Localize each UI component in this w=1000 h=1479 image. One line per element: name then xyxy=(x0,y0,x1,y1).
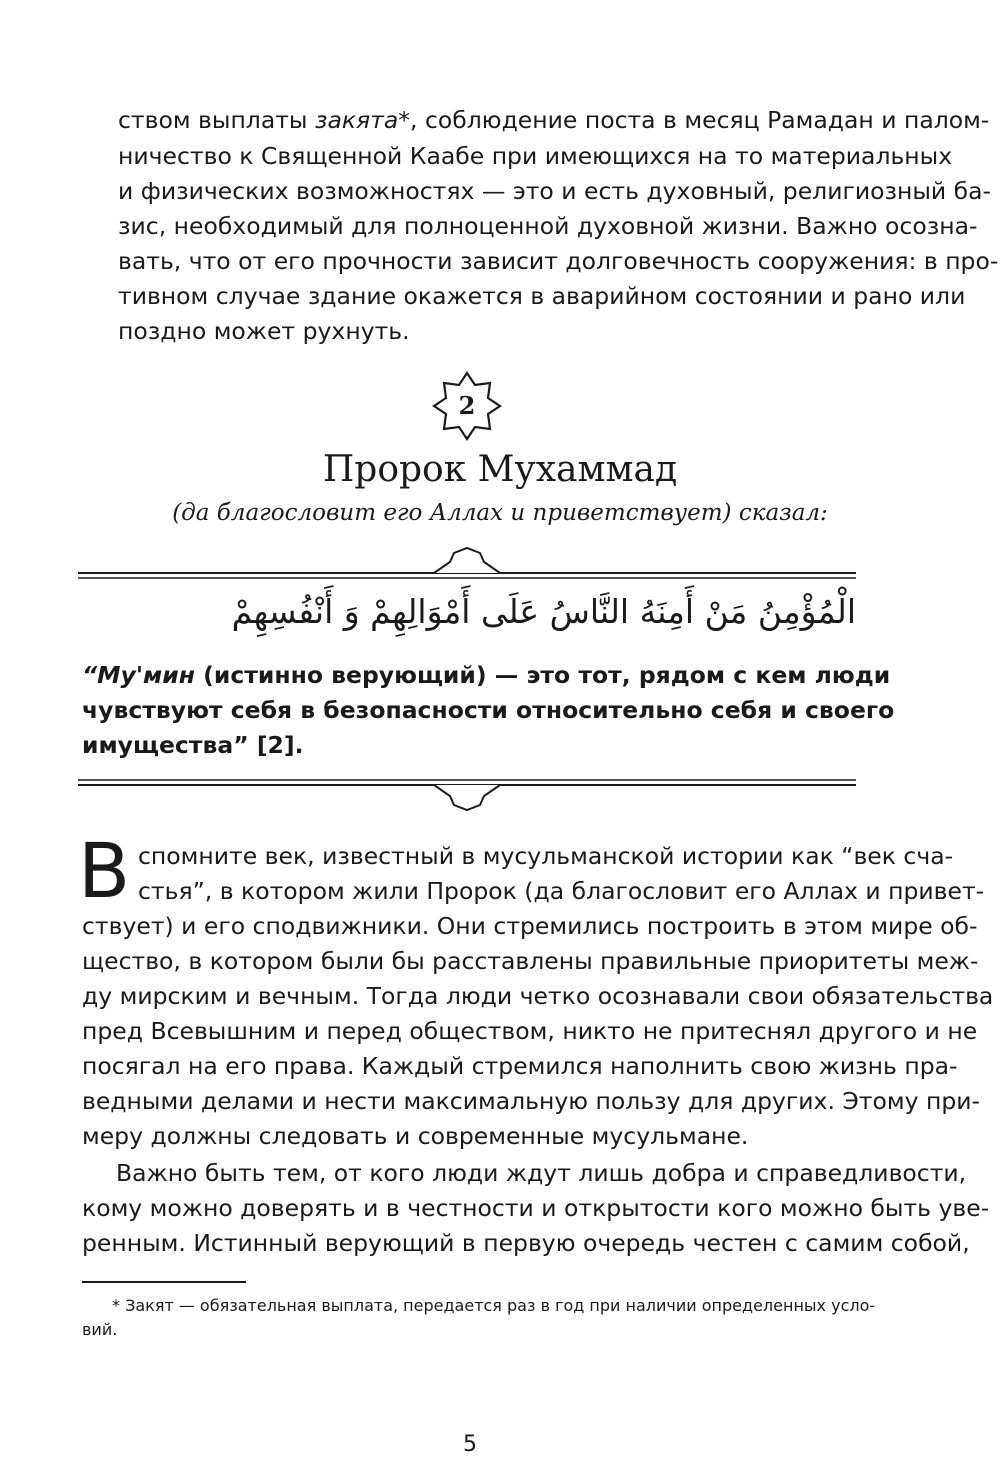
drop-cap: В xyxy=(78,826,131,915)
paragraph-line: щество, в котором были бы расставлены правильные приоритеты меж- xyxy=(82,947,979,975)
paragraph-line: ренным. Истинный верующий в первую очередь честен с самим собой, xyxy=(82,1229,970,1257)
paragraph-line: стья”, в котором жили Пророк (да благословит его Аллах и привет- xyxy=(138,877,985,905)
paragraph-line: спомните век, известный в мусульманской истории как “век сча- xyxy=(138,842,954,870)
footnote-line: вий. xyxy=(82,1320,118,1339)
paragraph-line: Важно быть тем, от кого люди ждут лишь добра и справедливости, xyxy=(116,1159,967,1187)
arabic-hadith: الْمُؤْمِنُ مَنْ أَمِنَهُ النَّاسُ عَلَى أَمْوَالِهِمْ وَ أَنْفُسِهِمْ xyxy=(231,592,856,631)
paragraph-line: вать, что от его прочности зависит долговечность сооружения: в про- xyxy=(118,247,999,275)
section-number: 2 xyxy=(458,391,476,420)
hadith-translation-line: чувствуют себя в безопасности относительно себя и своего xyxy=(82,696,895,724)
paragraph-line: ду мирским и вечным. Тогда люди четко осознавали свои обязательства xyxy=(82,982,994,1010)
paragraph-line: посягал на его права. Каждый стремился наполнить свою жизнь пра- xyxy=(82,1052,958,1080)
section-subtitle: (да благословит его Аллах и приветствует) сказал: xyxy=(172,500,828,526)
paragraph-line: ствует) и его сподвижники. Они стремились построить в этом мире об- xyxy=(82,912,978,940)
italic-term: закята* xyxy=(314,106,411,134)
top-ornament-divider xyxy=(78,538,856,586)
page-number: 5 xyxy=(463,1432,477,1457)
section-title: Пророк Мухаммад xyxy=(322,449,678,490)
footnote-line: * Закят — обязательная выплата, передается раз в год при наличии определенных усло- xyxy=(112,1296,876,1315)
footnote-separator xyxy=(82,1281,246,1283)
paragraph-line: зис, необходимый для полноценной духовной жизни. Важно осозна- xyxy=(118,212,978,240)
paragraph-line: поздно может рухнуть. xyxy=(118,317,410,345)
paragraph-line: ничество к Священной Каабе при имеющихся на то материальных xyxy=(118,142,953,170)
paragraph-line: меру должны следовать и современные мусульмане. xyxy=(82,1122,749,1150)
bottom-ornament-divider xyxy=(78,772,856,820)
section-number-badge xyxy=(431,370,503,442)
paragraph-line: ством выплаты закята*, соблюдение поста в месяц Рамадан и палом- xyxy=(118,106,990,134)
paragraph-line: кому можно доверять и в честности и открытости кого можно быть уве- xyxy=(82,1194,990,1222)
hadith-translation-line: имущества” [2]. xyxy=(82,731,304,759)
paragraph-line: пред Всевышним и перед обществом, никто не притеснял другого и не xyxy=(82,1017,978,1045)
hadith-translation-line: “Му'мин (истинно верующий) — это тот, рядом с кем люди xyxy=(82,661,891,689)
paragraph-line: ведными делами и нести максимальную пользу для других. Этому при- xyxy=(82,1087,981,1115)
paragraph-line: и физических возможностях — это и есть духовный, религиозный ба- xyxy=(118,177,991,205)
paragraph-line: тивном случае здание окажется в аварийном состоянии и рано или xyxy=(118,282,966,310)
